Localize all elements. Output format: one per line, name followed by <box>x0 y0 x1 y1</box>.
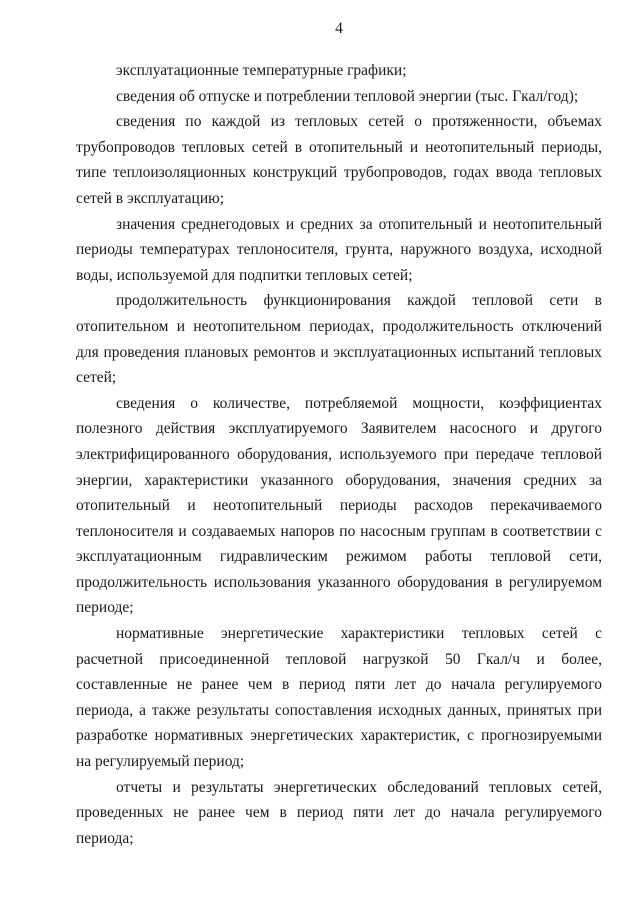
page-number: 4 <box>335 20 343 37</box>
paragraph-energy-characteristics: нормативные энергетические характеристики тепловых сетей с расчетной присоединенной тепловой нагрузкой 50 Гкал/ч и более, составленные не ранее чем в период пяти лет до начала регулируемого периода, а также результаты сопоставления исходных данных, принятых при разработке нормативных энергетических характеристик, с прогнозируемыми на регулируемый период; <box>76 625 602 771</box>
paragraph-temperature-graphs: эксплуатационные температурные графики; <box>116 62 407 79</box>
paragraph-energy-audits: отчеты и результаты энергетических обследований тепловых сетей, проведенных не ранее чем в период пяти лет до начала регулируемого периода; <box>76 778 602 847</box>
paragraph-pump-equipment: сведения о количестве, потребляемой мощности, коэффициентах полезного действия эксплуатируемого Заявителем насосного и другого электрифицированного оборудования, используемого при передаче тепловой энергии, характеристики указанного оборудования, значения средних за отопительный и неотопительный периоды расходов перекачиваемого теплоносителя и создаваемых напоров по насосным группам в соответствии с эксплуатационным гидравлическим режимом работы тепловой сети, продолжительность использования указанного оборудования в регулируемом периоде; <box>76 394 602 617</box>
paragraph-operation-duration: продолжительность функционирования каждой тепловой сети в отопительном и неотопительном периодах, продолжительность отключений для проведения плановых ремонтов и эксплуатационных испытаний тепловых сетей; <box>76 292 602 387</box>
paragraph-heat-release: сведения об отпуске и потреблении тепловой энергии (тыс. Гкал/год); <box>116 87 579 105</box>
document-body <box>76 58 602 851</box>
paragraph-temperature-values: значения среднегодовых и средних за отопительный и неотопительный периоды температурах теплоносителя, грунта, наружного воздуха, исходной воды, используемой для подпитки тепловых сетей; <box>76 215 602 284</box>
paragraph-network-details: сведения по каждой из тепловых сетей о протяженности, объемах трубопроводов тепловых сетей в отопительный и неотопительный периоды, типе теплоизоляционных конструкций трубопроводов, годах ввода тепловых сетей в эксплуатацию; <box>76 113 602 207</box>
